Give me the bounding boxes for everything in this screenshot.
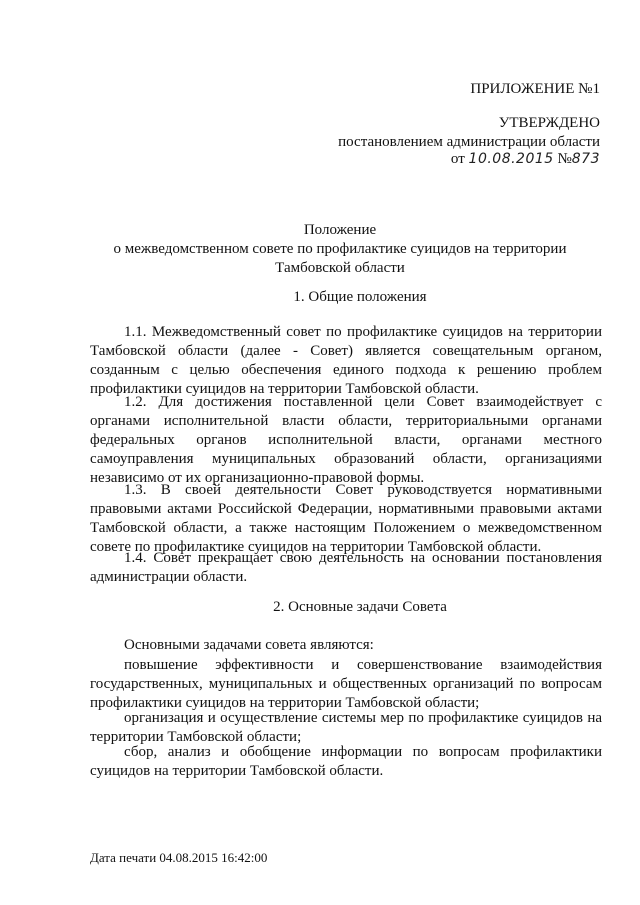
paragraph-1-3: 1.3. В своей деятельности Совет руководствуется нормативными правовыми актами Российской Федерации, нормативными правовыми актами Тамбовской области, а также настоящим Положением о межведомственном совете по профилактике суицидов на территории Тамбовской области.	[90, 482, 602, 555]
paragraph-2-intro: Основными задачами совета являются:	[124, 637, 374, 653]
date-prefix: от	[450, 151, 465, 167]
paragraph-2-task-3: сбор, анализ и обобщение информации по вопросам профилактики суицидов на территории Тамбовской области.	[90, 744, 602, 779]
approved-label: УТВЕРЖДЕНО	[498, 115, 600, 131]
paragraph-1-4: 1.4. Совет прекращает свою деятельность на основании постановления администрации области.	[90, 550, 602, 585]
handwritten-number: 873	[571, 151, 600, 167]
number-prefix: №	[557, 151, 572, 167]
print-date: Дата печати 04.08.2015 16:42:00	[90, 850, 268, 865]
section-2-heading: 2. Основные задачи Совета	[273, 599, 447, 615]
document-title	[90, 221, 590, 278]
paragraph-2-task-2: организация и осуществление системы мер по профилактике суицидов на территории Тамбовской области;	[90, 710, 602, 745]
appendix-label: ПРИЛОЖЕНИЕ №1	[470, 81, 600, 97]
title-line-2: о межведомственном совете по профилактике суицидов на территории	[113, 241, 567, 257]
paragraph-1-1: 1.1. Межведомственный совет по профилактике суицидов на территории Тамбовской области (далее - Совет) является совещательным органом, созданным с целью обеспечения единого подхода к решению проблем профилактики суицидов на территории Тамбовской области.	[90, 324, 602, 397]
handwritten-date: 10.08.2015	[468, 151, 554, 167]
title-line-1: Положение	[303, 222, 377, 238]
title-line-3: Тамбовской области	[275, 260, 405, 276]
paragraph-2-task-1: повышение эффективности и совершенствование взаимодействия государственных, муниципальных и общественных организаций по вопросам профилактики суицидов на территории Тамбовской области;	[90, 657, 602, 711]
resolution-label: постановлением администрации области	[338, 134, 600, 150]
resolution-date-line	[330, 150, 600, 169]
section-1-heading: 1. Общие положения	[293, 289, 427, 305]
paragraph-1-2: 1.2. Для достижения поставленной цели Совет взаимодействует с органами исполнительной власти области, территориальными органами федеральных органов исполнительной власти, органами местного самоуправления муниципальных образований области, организациями независимо от их организационно-правовой формы.	[90, 394, 602, 486]
